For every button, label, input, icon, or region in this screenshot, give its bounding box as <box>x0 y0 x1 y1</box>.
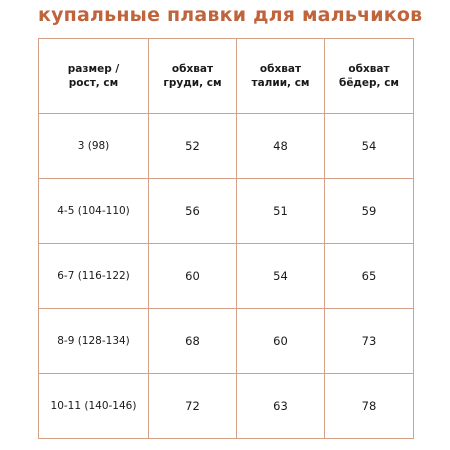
hips-cell: 65 <box>325 244 414 309</box>
header-waist: обхват талии, см <box>237 39 325 114</box>
header-size-height: размер / рост, см <box>39 39 149 114</box>
header-hips: обхват бёдер, см <box>325 39 414 114</box>
chest-cell: 52 <box>149 114 237 179</box>
chest-cell: 72 <box>149 374 237 439</box>
hips-cell: 54 <box>325 114 414 179</box>
size-chart-table <box>38 38 414 439</box>
size-cell: 4-5 (104-110) <box>39 179 149 244</box>
table-row <box>39 309 414 374</box>
table-header-row <box>39 39 414 114</box>
size-cell: 6-7 (116-122) <box>39 244 149 309</box>
chest-cell: 60 <box>149 244 237 309</box>
waist-cell: 48 <box>237 114 325 179</box>
table-row <box>39 179 414 244</box>
size-cell: 3 (98) <box>39 114 149 179</box>
hips-cell: 59 <box>325 179 414 244</box>
table-row <box>39 374 414 439</box>
page-title: купальные плавки для мальчиков <box>38 4 423 26</box>
chest-cell: 56 <box>149 179 237 244</box>
size-cell: 8-9 (128-134) <box>39 309 149 374</box>
size-cell: 10-11 (140-146) <box>39 374 149 439</box>
hips-cell: 78 <box>325 374 414 439</box>
waist-cell: 54 <box>237 244 325 309</box>
table-row <box>39 114 414 179</box>
hips-cell: 73 <box>325 309 414 374</box>
header-chest: обхват груди, см <box>149 39 237 114</box>
waist-cell: 51 <box>237 179 325 244</box>
waist-cell: 60 <box>237 309 325 374</box>
chest-cell: 68 <box>149 309 237 374</box>
table-row <box>39 244 414 309</box>
waist-cell: 63 <box>237 374 325 439</box>
